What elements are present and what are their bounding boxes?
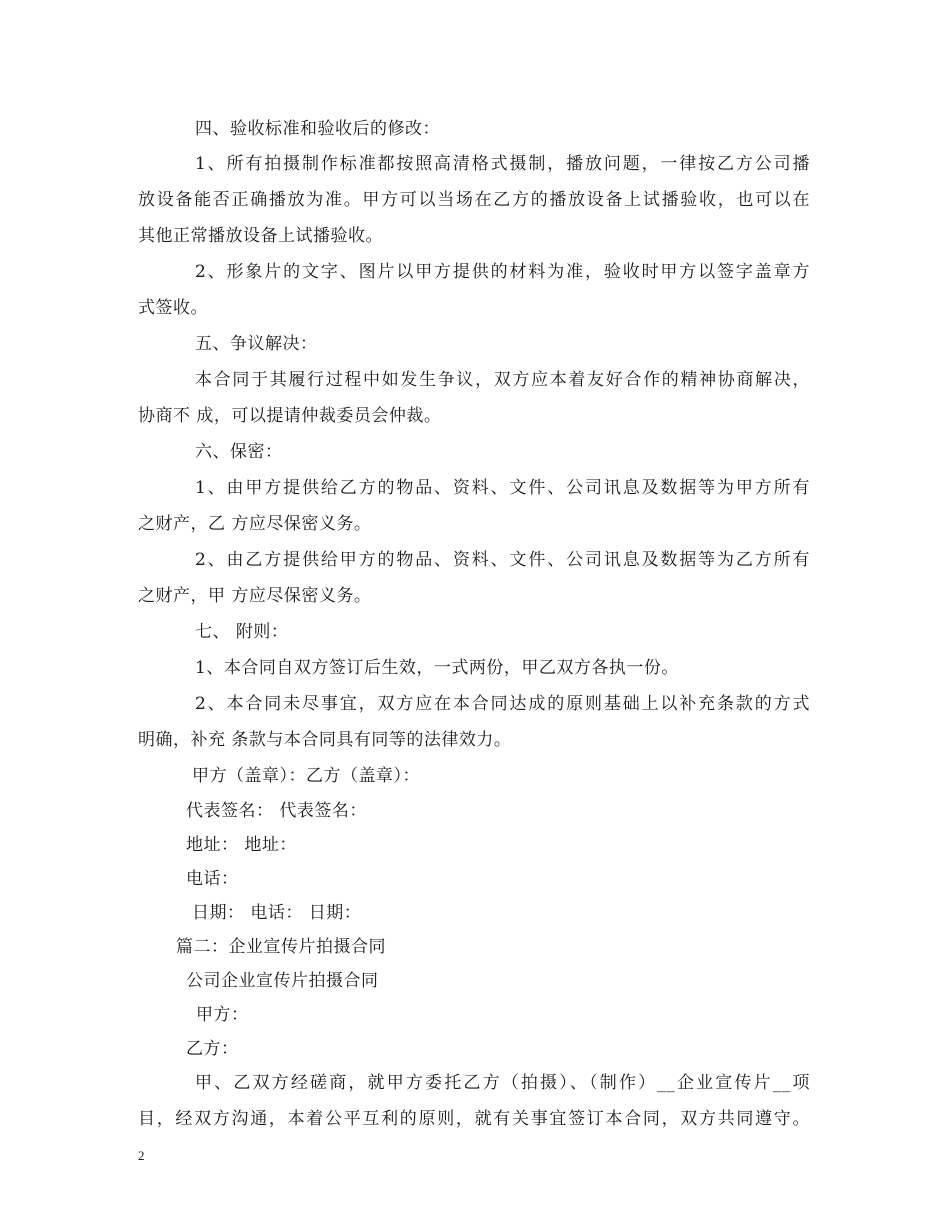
page-number: 2 [138, 1148, 145, 1163]
text-line: 之财产，乙 方应尽保密义务。 [138, 514, 372, 534]
text-line: 六、保密： [195, 442, 283, 462]
text-line: 电话： [186, 869, 239, 889]
text-line: 明确，补充 条款与本合同具有同等的法律效力。 [138, 730, 512, 750]
text-line: 地址： 地址： [186, 835, 297, 855]
text-line: 七、 附则： [195, 622, 289, 642]
text-line: 四、验收标准和验收后的修改： [195, 119, 440, 139]
text-line: 五、争议解决： [195, 334, 318, 354]
text-line: 放设备能否正确播放为准。甲方可以当场在乙方的播放设备上试播验收，也可以在 [138, 190, 810, 210]
text-line: 其他正常播放设备上试播验收。 [138, 226, 383, 246]
text-line: 2、形象片的文字、图片以甲方提供的材料为准，验收时甲方以签字盖章方 [195, 262, 810, 282]
text-line: 协商不 成，可以提请仲裁委员会仲裁。 [138, 406, 442, 426]
text-line: 甲、乙双方经磋商，就甲方委托乙方（拍摄）、（制作）__企业宣传片__项 [195, 1073, 810, 1093]
text-line: 之财产，甲 方应尽保密义务。 [138, 586, 372, 606]
text-line: 1、本合同自双方签订后生效，一式两份，甲乙双方各执一份。 [195, 658, 679, 678]
text-line: 甲方（盖章）：乙方（盖章）： [192, 766, 420, 786]
text-line: 1、由甲方提供给乙方的物品、资料、文件、公司讯息及数据等为甲方所有 [195, 478, 810, 498]
text-line: 1、所有拍摄制作标准都按照高清格式摄制，播放问题，一律按乙方公司播 [195, 154, 810, 174]
text-line: 甲方： [196, 1005, 249, 1025]
text-line: 2、本合同未尽事宜，双方应在本合同达成的原则基础上以补充条款的方式 [195, 694, 810, 714]
text-line: 目，经双方沟通，本着公平互利的原则，就有关事宜签订本合同，双方共同遵守。 [138, 1109, 810, 1129]
text-line: 乙方： [186, 1039, 239, 1059]
text-line: 式签收。 [138, 298, 208, 318]
text-line: 日期： 电话： 日期： [192, 903, 362, 923]
text-line: 2、由乙方提供给甲方的物品、资料、文件、公司讯息及数据等为乙方所有 [195, 550, 810, 570]
text-line: 公司企业宣传片拍摄合同 [186, 971, 379, 991]
text-line: 本合同于其履行过程中如发生争议，双方应本着友好合作的精神协商解决， [195, 370, 810, 390]
text-line: 篇二：企业宣传片拍摄合同 [176, 937, 386, 957]
text-line: 代表签名： 代表签名： [186, 801, 367, 821]
